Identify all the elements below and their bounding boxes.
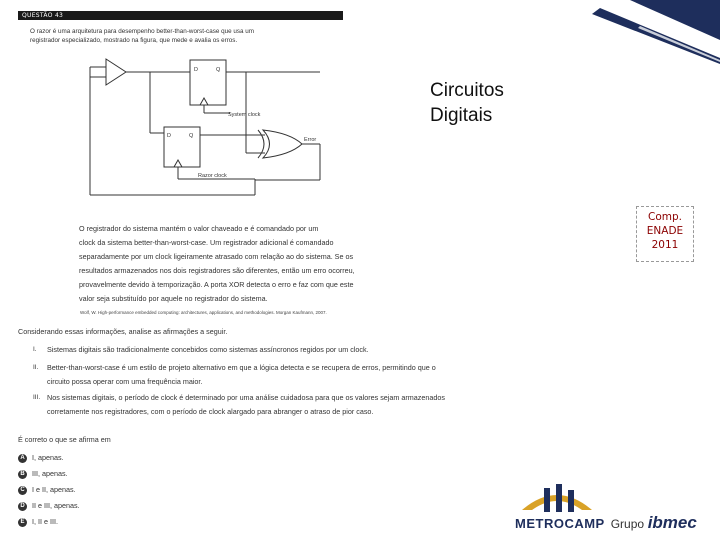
tag-line-1: Comp. xyxy=(648,211,682,223)
ibmec-wordmark: ibmec xyxy=(647,513,697,532)
considering-text: Considerando essas informações, analise as afirmações a seguir. xyxy=(18,327,228,336)
answer-option[interactable] xyxy=(18,500,80,512)
option-letter-icon: C xyxy=(18,486,27,495)
statement-text: Nos sistemas digitais, o período de clock é determinado por uma análise cuidadosa para que os valores sejam armazenados corretamente nos registradores, com o período de clock alargado para abranger o atraso de pior caso. xyxy=(47,393,445,417)
answer-option[interactable] xyxy=(18,452,64,464)
question-intro xyxy=(30,27,345,45)
label-error: Error xyxy=(304,137,317,143)
intro-line-1: O razor é uma arquitetura para desempenho better-than-worst-case que usa um xyxy=(30,28,255,35)
title-line-2: Digitais xyxy=(430,105,493,126)
statement-number: III. xyxy=(33,394,41,401)
answer-option[interactable] xyxy=(18,516,58,528)
option-text: I, II e III. xyxy=(32,517,58,526)
xor-gate xyxy=(263,130,302,158)
tag-line-3: 2011 xyxy=(651,239,679,251)
option-letter-icon: E xyxy=(18,518,27,527)
question-header: QUESTÃO 43 xyxy=(18,11,343,20)
para-line-6: valor seja substituído por aquele no registrador do sistema. xyxy=(79,293,268,303)
label-d2: D xyxy=(167,133,171,139)
label-q1: Q xyxy=(216,67,221,73)
option-text: II e III, apenas. xyxy=(32,501,80,510)
label-q2: Q xyxy=(189,133,194,139)
statement-number: I. xyxy=(33,346,37,353)
option-letter-icon: D xyxy=(18,502,27,511)
label-d1: D xyxy=(194,67,198,73)
corner-decoration xyxy=(580,0,720,80)
intro-line-2: registrador especializado, mostrado na figura, que mede e avalia os erros. xyxy=(30,37,238,44)
course-tag xyxy=(636,206,694,262)
metrocamp-wordmark: METROCAMP xyxy=(515,516,605,531)
brand-logo xyxy=(515,513,697,533)
label-razor-clock: Razor clock xyxy=(198,173,227,179)
para-line-3: separadamente por um clock ligeiramente atrasado com relação ao do sistema. Se os xyxy=(79,251,354,261)
statement-item xyxy=(33,361,458,389)
description-paragraph xyxy=(79,222,399,305)
statement-item xyxy=(33,343,458,357)
grupo-wordmark: Grupo xyxy=(610,517,645,531)
para-line-1: O registrador do sistema mantém o valor chaveado e é comandado por um xyxy=(79,224,319,233)
label-system-clock: System clock xyxy=(228,112,261,118)
option-text: I e II, apenas. xyxy=(32,485,76,494)
statement-text: Sistemas digitais são tradicionalmente concebidos como sistemas assíncronos regidos por um clock. xyxy=(47,345,369,354)
answer-option[interactable] xyxy=(18,484,76,496)
option-text: III, apenas. xyxy=(32,469,68,478)
statement-item xyxy=(33,391,458,419)
tag-line-2: ENADE xyxy=(646,225,684,237)
option-letter-icon: A xyxy=(18,454,27,463)
statement-number: II. xyxy=(33,364,39,371)
para-line-4: resultados armazenados nos dois registradores são diferentes, então um erro ocorreu, xyxy=(79,265,355,275)
statement-text: Better-than-worst-case é um estilo de projeto alternativo em que a lógica detecta e se recupera de erros, permitindo que o circuito possa operar com uma frequência maior. xyxy=(47,363,436,387)
logic-buffer-symbol xyxy=(106,59,126,85)
option-letter-icon: B xyxy=(18,470,27,479)
para-line-5: provavelmente devido à temporização. A porta XOR detecta o erro e faz com que este xyxy=(79,279,354,289)
xor-gate-back xyxy=(258,130,264,158)
correct-prompt: É correto o que se afirma em xyxy=(18,435,111,444)
option-text: I, apenas. xyxy=(32,453,64,462)
slide-title xyxy=(430,78,504,128)
answer-option[interactable] xyxy=(18,468,68,480)
reference-citation: Wolf, W. High-performance embedded computing: architectures, applications, and methodologies. Morgan Kaufmann, 2007. xyxy=(80,310,327,315)
title-line-1: Circuitos xyxy=(430,80,504,101)
razor-circuit-diagram xyxy=(80,55,330,210)
para-line-2: clock da sistema better-than-worst-case. Um registrador adicional é comandado xyxy=(79,237,334,247)
